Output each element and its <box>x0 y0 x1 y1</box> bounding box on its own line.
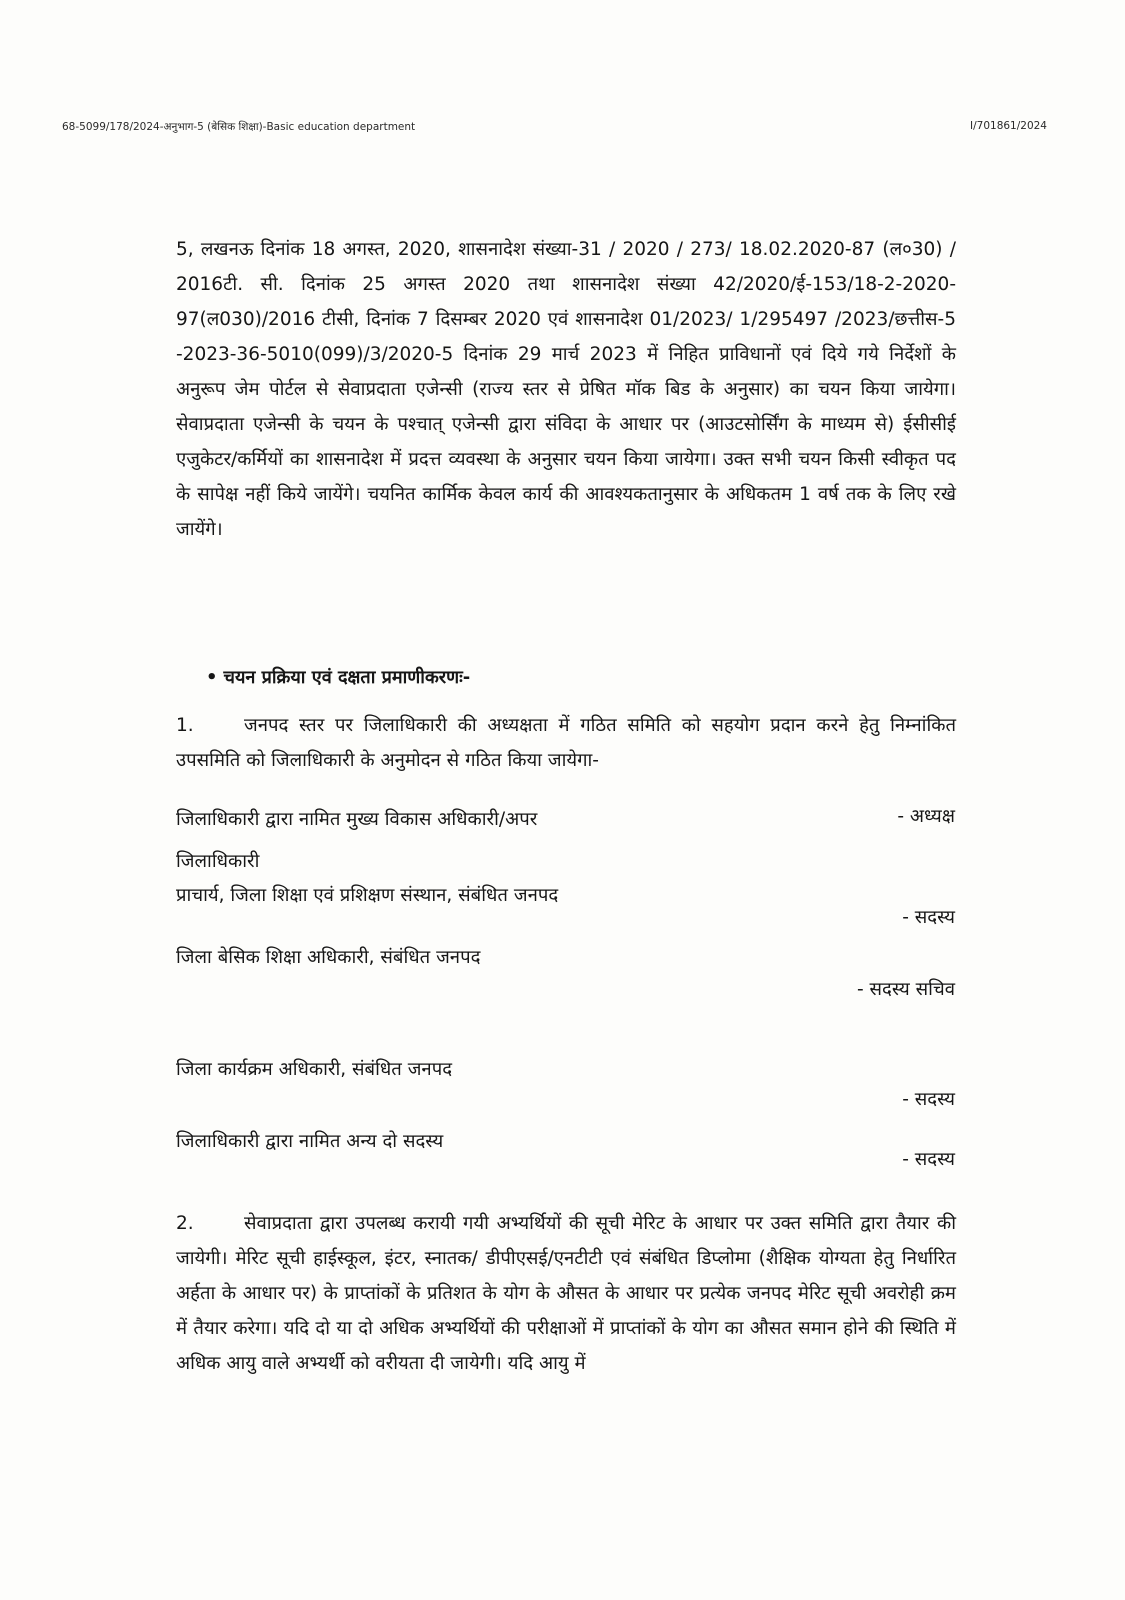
committee-member-1-name-cont: जिलाधिकारी <box>176 851 260 872</box>
committee-member-4-role: - सदस्य <box>902 1089 955 1110</box>
committee-member-2-name: प्राचार्य, जिला शिक्षा एवं प्रशिक्षण संस्थान, संबंधित जनपद <box>176 885 559 906</box>
committee-member-4-name: जिला कार्यक्रम अधिकारी, संबंधित जनपद <box>176 1059 453 1080</box>
committee-member-1-name: जिलाधिकारी द्वारा नामित मुख्य विकास अधिकारी/अपर <box>176 809 538 830</box>
committee-member-1-role: - अध्यक्ष <box>897 806 955 827</box>
committee-member-3-role: - सदस्य सचिव <box>856 979 955 1000</box>
document-id-header: I/701861/2024 <box>970 120 1047 132</box>
section-heading <box>206 665 470 689</box>
committee-member-5-name: जिलाधिकारी द्वारा नामित अन्य दो सदस्य <box>176 1131 444 1152</box>
point-2-text: सेवाप्रदाता द्वारा उपलब्ध करायी गयी अभ्यर्थियों की सूची मेरिट के आधार पर उक्त समिति द्वारा तैयार की जायेगी। मेरिट सूची हाईस्कूल, इंटर, स्नातक/ डीपीएसई/एनटीटी एवं संबंधित डिप्लोमा (शैक्षिक योग्यता हेतु निर्धारित अर्हता के आधार पर) के प्राप्तांकों के प्रतिशत के योग के औसत के आधार पर प्रत्येक जनपद मेरिट सूची अवरोही क्रम में तैयार करेगा। यदि दो या दो अधिक अभ्यर्थियों की परीक्षाओं में प्राप्तांकों के योग का औसत समान होने की स्थिति में अधिक आयु वाले अभ्यर्थी को वरीयता दी जायेगी। यदि आयु में <box>176 1213 956 1374</box>
point-2-number: 2. <box>176 1213 194 1234</box>
committee-member-3-name: जिला बेसिक शिक्षा अधिकारी, संबंधित जनपद <box>176 947 481 968</box>
committee-member-2-role: - सदस्य <box>902 907 955 928</box>
file-reference-header: 68-5099/178/2024-अनुभाग-5 (बेसिक शिक्षा)-Basic education department <box>62 121 416 133</box>
section-heading-text: चयन प्रक्रिया एवं दक्षता प्रमाणीकरणः- <box>223 667 471 688</box>
intro-paragraph: 5, लखनऊ दिनांक 18 अगस्त, 2020, शासनादेश संख्या-31 / 2020 / 273/ 18.02.2020-87 (ल०30) / 2016टी. सी. दिनांक 25 अगस्त 2020 तथा शासनादेश संख्या 42/2020/ई-153/18-2-2020-97(ल030)/2016 टीसी, दिनांक 7 दिसम्बर 2020 एवं शासनादेश 01/2023/ 1/295497 /2023/छत्तीस-5 -2023-36-5010(099)/3/2020-5 दिनांक 29 मार्च 2023 में निहित प्राविधानों एवं दिये गये निर्देशों के अनुरूप जेम पोर्टल से सेवाप्रदाता एजेन्सी (राज्य स्तर से प्रेषित मॉक बिड के अनुसार) का चयन किया जायेगा। सेवाप्रदाता एजेन्सी के चयन के पश्चात् एजेन्सी द्वारा संविदा के आधार पर (आउटसोर्सिंग के माध्यम से) ईसीसीई एजुकेटर/कर्मियों का शासनादेश में प्रदत्त व्यवस्था के अनुसार चयन किया जायेगा। उक्त सभी चयन किसी स्वीकृत पद के सापेक्ष नहीं किये जायेंगे। चयनित कार्मिक केवल कार्य की आवश्यकतानुसार के अधिकतम 1 वर्ष तक के लिए रखे जायेंगे। <box>176 239 956 540</box>
bullet-icon: • <box>206 667 218 688</box>
point-1-paragraph <box>176 708 956 778</box>
point-1-text: जनपद स्तर पर जिलाधिकारी की अध्यक्षता में गठित समिति को सहयोग प्रदान करने हेतु निम्नांकित उपसमिति को जिलाधिकारी के अनुमोदन से गठित किया जायेगा- <box>176 715 956 771</box>
point-2-paragraph <box>176 1206 956 1381</box>
committee-member-5-role: - सदस्य <box>902 1149 955 1170</box>
point-1-number: 1. <box>176 715 194 736</box>
